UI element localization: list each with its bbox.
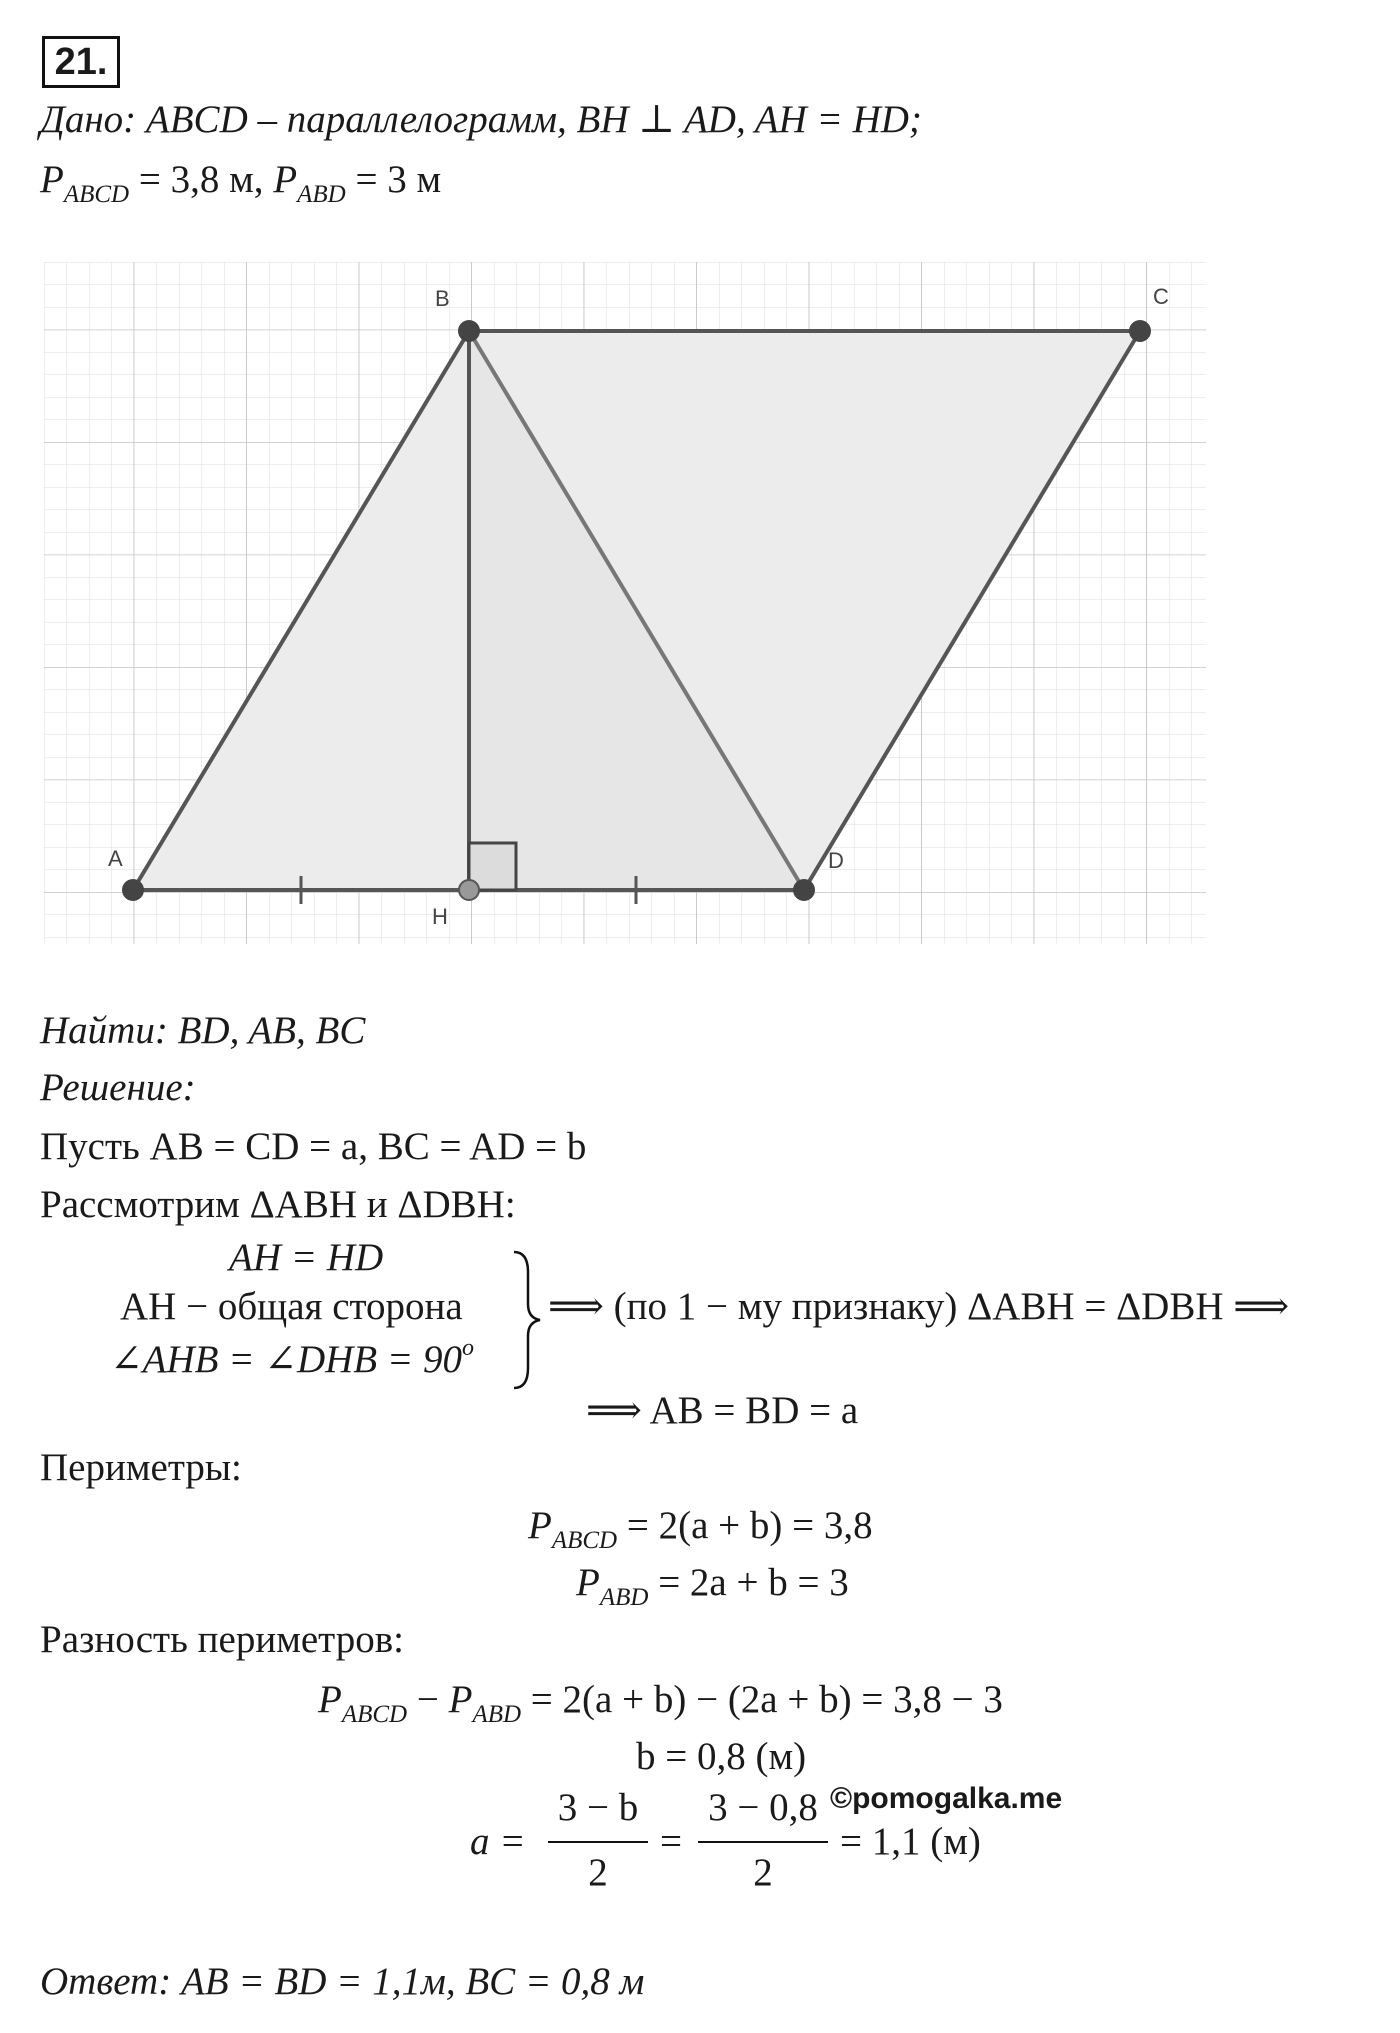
perimeter-subscript: ABD: [297, 181, 346, 208]
point-d: [793, 879, 815, 901]
point-b: [458, 320, 480, 342]
perimeter-subscript: ABCD: [341, 1701, 408, 1728]
perimeter-symbol: P: [576, 1561, 600, 1604]
given-label: Дано: [40, 98, 124, 141]
parallelogram-figure: [0, 0, 1400, 960]
given-text: : ABCD – параллелограмм, BH ⊥ AD, AH = HD;: [123, 98, 922, 141]
fraction-1-denominator: 2: [548, 1841, 648, 1892]
label-h: H: [432, 904, 448, 929]
perimeter-symbol: P: [448, 1678, 473, 1721]
fraction-2-numerator: 3 − 0,8: [708, 1786, 818, 1829]
perimeter-subscript: ABD: [599, 1584, 649, 1611]
perimeter-symbol: P: [40, 158, 64, 201]
angle-equality: ∠AHB = ∠DHB = 90: [110, 1338, 462, 1381]
consider-line: Рассмотрим ΔABH и ΔDBH:: [40, 1183, 516, 1226]
perimeter-value: = 3 м: [345, 158, 442, 201]
answer-text: : AB = BD = 1,1м, BC = 0,8 м: [158, 1960, 645, 2003]
find-text: : BD, AB, BC: [154, 1009, 366, 1052]
implies-line: ⟹ (по 1 − му признаку) ΔABH = ΔDBH ⟹: [548, 1285, 1290, 1328]
find-label: Найти: [40, 1009, 155, 1052]
point-c: [1129, 320, 1151, 342]
difference-eq: [318, 1680, 1003, 1727]
answer-label: Ответ: [40, 1960, 159, 2003]
label-d: D: [828, 848, 844, 873]
fraction-1: [548, 1788, 648, 1892]
condition-2: AH − общая сторона: [120, 1285, 463, 1328]
perimeter-symbol: P: [318, 1678, 342, 1721]
label-b: B: [435, 286, 450, 311]
perimeter-subscript: ABCD: [551, 1527, 618, 1554]
degree-sup: o: [461, 1335, 474, 1361]
perimeter-subscript: ABD: [472, 1701, 522, 1728]
problem-number: 21.: [42, 36, 120, 88]
implies-line-2: ⟹ AB = BD = a: [586, 1389, 859, 1432]
let-line: Пусть AB = CD = a, BC = AD = b: [40, 1125, 587, 1168]
fraction-1-numerator: 3 − b: [557, 1786, 639, 1829]
difference-expression: = 2(a + b) − (2a + b) = 3,8 − 3: [521, 1678, 1003, 1721]
equals-sign: =: [660, 1820, 682, 1863]
solution-label: Решение:: [40, 1066, 196, 1109]
fraction-2: [698, 1788, 828, 1892]
answer-line: [40, 1962, 644, 2001]
a-equals: a =: [470, 1820, 526, 1863]
perimeter-symbol: P: [528, 1504, 552, 1547]
perimeter-symbol: P: [273, 158, 298, 201]
perimeter-value: = 3,8 м,: [129, 158, 274, 201]
perimeter-abcd-eq: [528, 1506, 873, 1553]
condition-1: AH = HD: [229, 1236, 384, 1279]
difference-heading: Разность периметров:: [40, 1618, 404, 1661]
label-a: A: [108, 846, 123, 871]
a-result: = 1,1 (м): [840, 1820, 981, 1863]
perimeter-abd-eq: [576, 1563, 849, 1610]
condition-3: [110, 1336, 474, 1379]
perimeter-expression: = 2(a + b) = 3,8: [617, 1504, 873, 1547]
fraction-2-denominator: 2: [698, 1841, 828, 1892]
minus-sign: −: [407, 1678, 449, 1721]
perimeter-subscript: ABCD: [63, 181, 130, 208]
find-line: [40, 1011, 365, 1050]
watermark: ©pomogalka.me: [830, 1782, 1063, 1815]
label-c: C: [1153, 284, 1169, 309]
b-value: b = 0,8 (м): [636, 1735, 807, 1778]
point-h: [459, 880, 479, 900]
point-a: [122, 879, 144, 901]
right-brace: [510, 1250, 546, 1390]
perimeter-expression: = 2a + b = 3: [648, 1561, 849, 1604]
perimeters-heading: Периметры:: [40, 1446, 242, 1489]
